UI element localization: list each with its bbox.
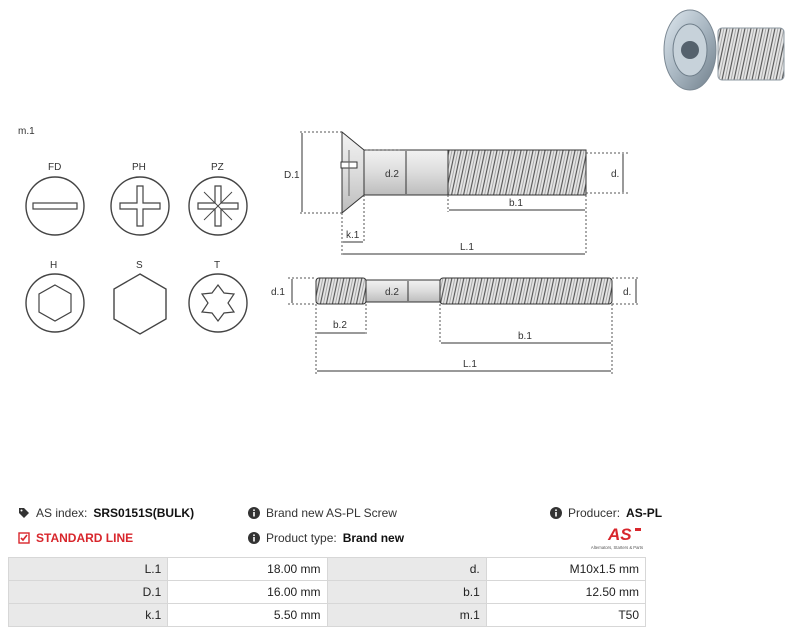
spec-value: T50 — [486, 604, 645, 627]
dim-k1-upper: k.1 — [346, 230, 360, 241]
product-photo — [664, 10, 784, 90]
drive-s-icon — [114, 260, 166, 334]
as-pl-logo — [586, 524, 648, 552]
brand-text: Brand new AS-PL Screw — [266, 506, 397, 520]
spec-key: k.1 — [9, 604, 168, 627]
info-icon — [248, 507, 260, 519]
spec-value: M10x1.5 mm — [486, 558, 645, 581]
drive-ph-icon — [111, 162, 169, 235]
table-row — [9, 558, 646, 581]
spec-key: d. — [327, 558, 486, 581]
specs-table — [8, 557, 646, 627]
producer-label: Producer: — [568, 506, 621, 520]
table-row — [9, 581, 646, 604]
producer — [550, 506, 662, 520]
dim-d-lower: d. — [623, 287, 632, 298]
spec-key: L.1 — [9, 558, 168, 581]
producer-value: AS-PL — [626, 506, 663, 520]
drive-h-icon — [26, 260, 84, 332]
spec-value: 18.00 mm — [168, 558, 327, 581]
dim-b2-lower: b.2 — [333, 320, 347, 331]
dim-b1-upper: b.1 — [509, 198, 523, 209]
product-type-value: Brand new — [342, 531, 405, 545]
dim-d1-upper: D.1 — [284, 170, 300, 181]
drive-label-ph: PH — [132, 162, 146, 173]
dim-l1-upper: L.1 — [460, 242, 474, 253]
dim-d2-lower: d.2 — [385, 287, 399, 298]
product-type — [248, 531, 404, 545]
tags-icon — [18, 507, 30, 519]
drive-t-icon — [189, 260, 247, 332]
dim-d-upper: d. — [611, 169, 620, 180]
drive-fd-icon — [26, 162, 84, 235]
spec-key: D.1 — [9, 581, 168, 604]
spec-value: 16.00 mm — [168, 581, 327, 604]
product-type-label: Product type: — [266, 531, 337, 545]
dim-d1-lower: d.1 — [271, 287, 285, 298]
drive-pz-icon — [189, 162, 247, 235]
drive-label-pz: PZ — [211, 162, 224, 173]
spec-value: 12.50 mm — [486, 581, 645, 604]
table-row — [9, 604, 646, 627]
drive-label-t: T — [214, 260, 221, 271]
checkbox-checked-icon — [18, 532, 30, 544]
drive-label-s: S — [136, 260, 143, 271]
dim-b1-lower: b.1 — [518, 331, 532, 342]
drive-label-h: H — [50, 260, 58, 271]
logo-mark: AS — [608, 525, 632, 544]
logo-tagline: Alternators, Starters & Parts — [590, 545, 644, 550]
info-icon — [550, 507, 562, 519]
dim-d2-upper: d.2 — [385, 169, 399, 180]
spec-value: 5.50 mm — [168, 604, 327, 627]
drive-label-fd: FD — [48, 162, 62, 173]
standard-line — [18, 531, 133, 545]
drive-heading: m.1 — [18, 126, 35, 137]
brand-info — [248, 506, 397, 520]
info-icon — [248, 532, 260, 544]
dim-l1-lower: L.1 — [463, 359, 477, 370]
as-index-label: AS index: — [36, 506, 88, 520]
spec-key: m.1 — [327, 604, 486, 627]
as-index-value: SRS0151S(BULK) — [93, 506, 195, 520]
spec-key: b.1 — [327, 581, 486, 604]
as-index — [18, 506, 194, 520]
standard-line-label: STANDARD LINE — [36, 531, 134, 545]
